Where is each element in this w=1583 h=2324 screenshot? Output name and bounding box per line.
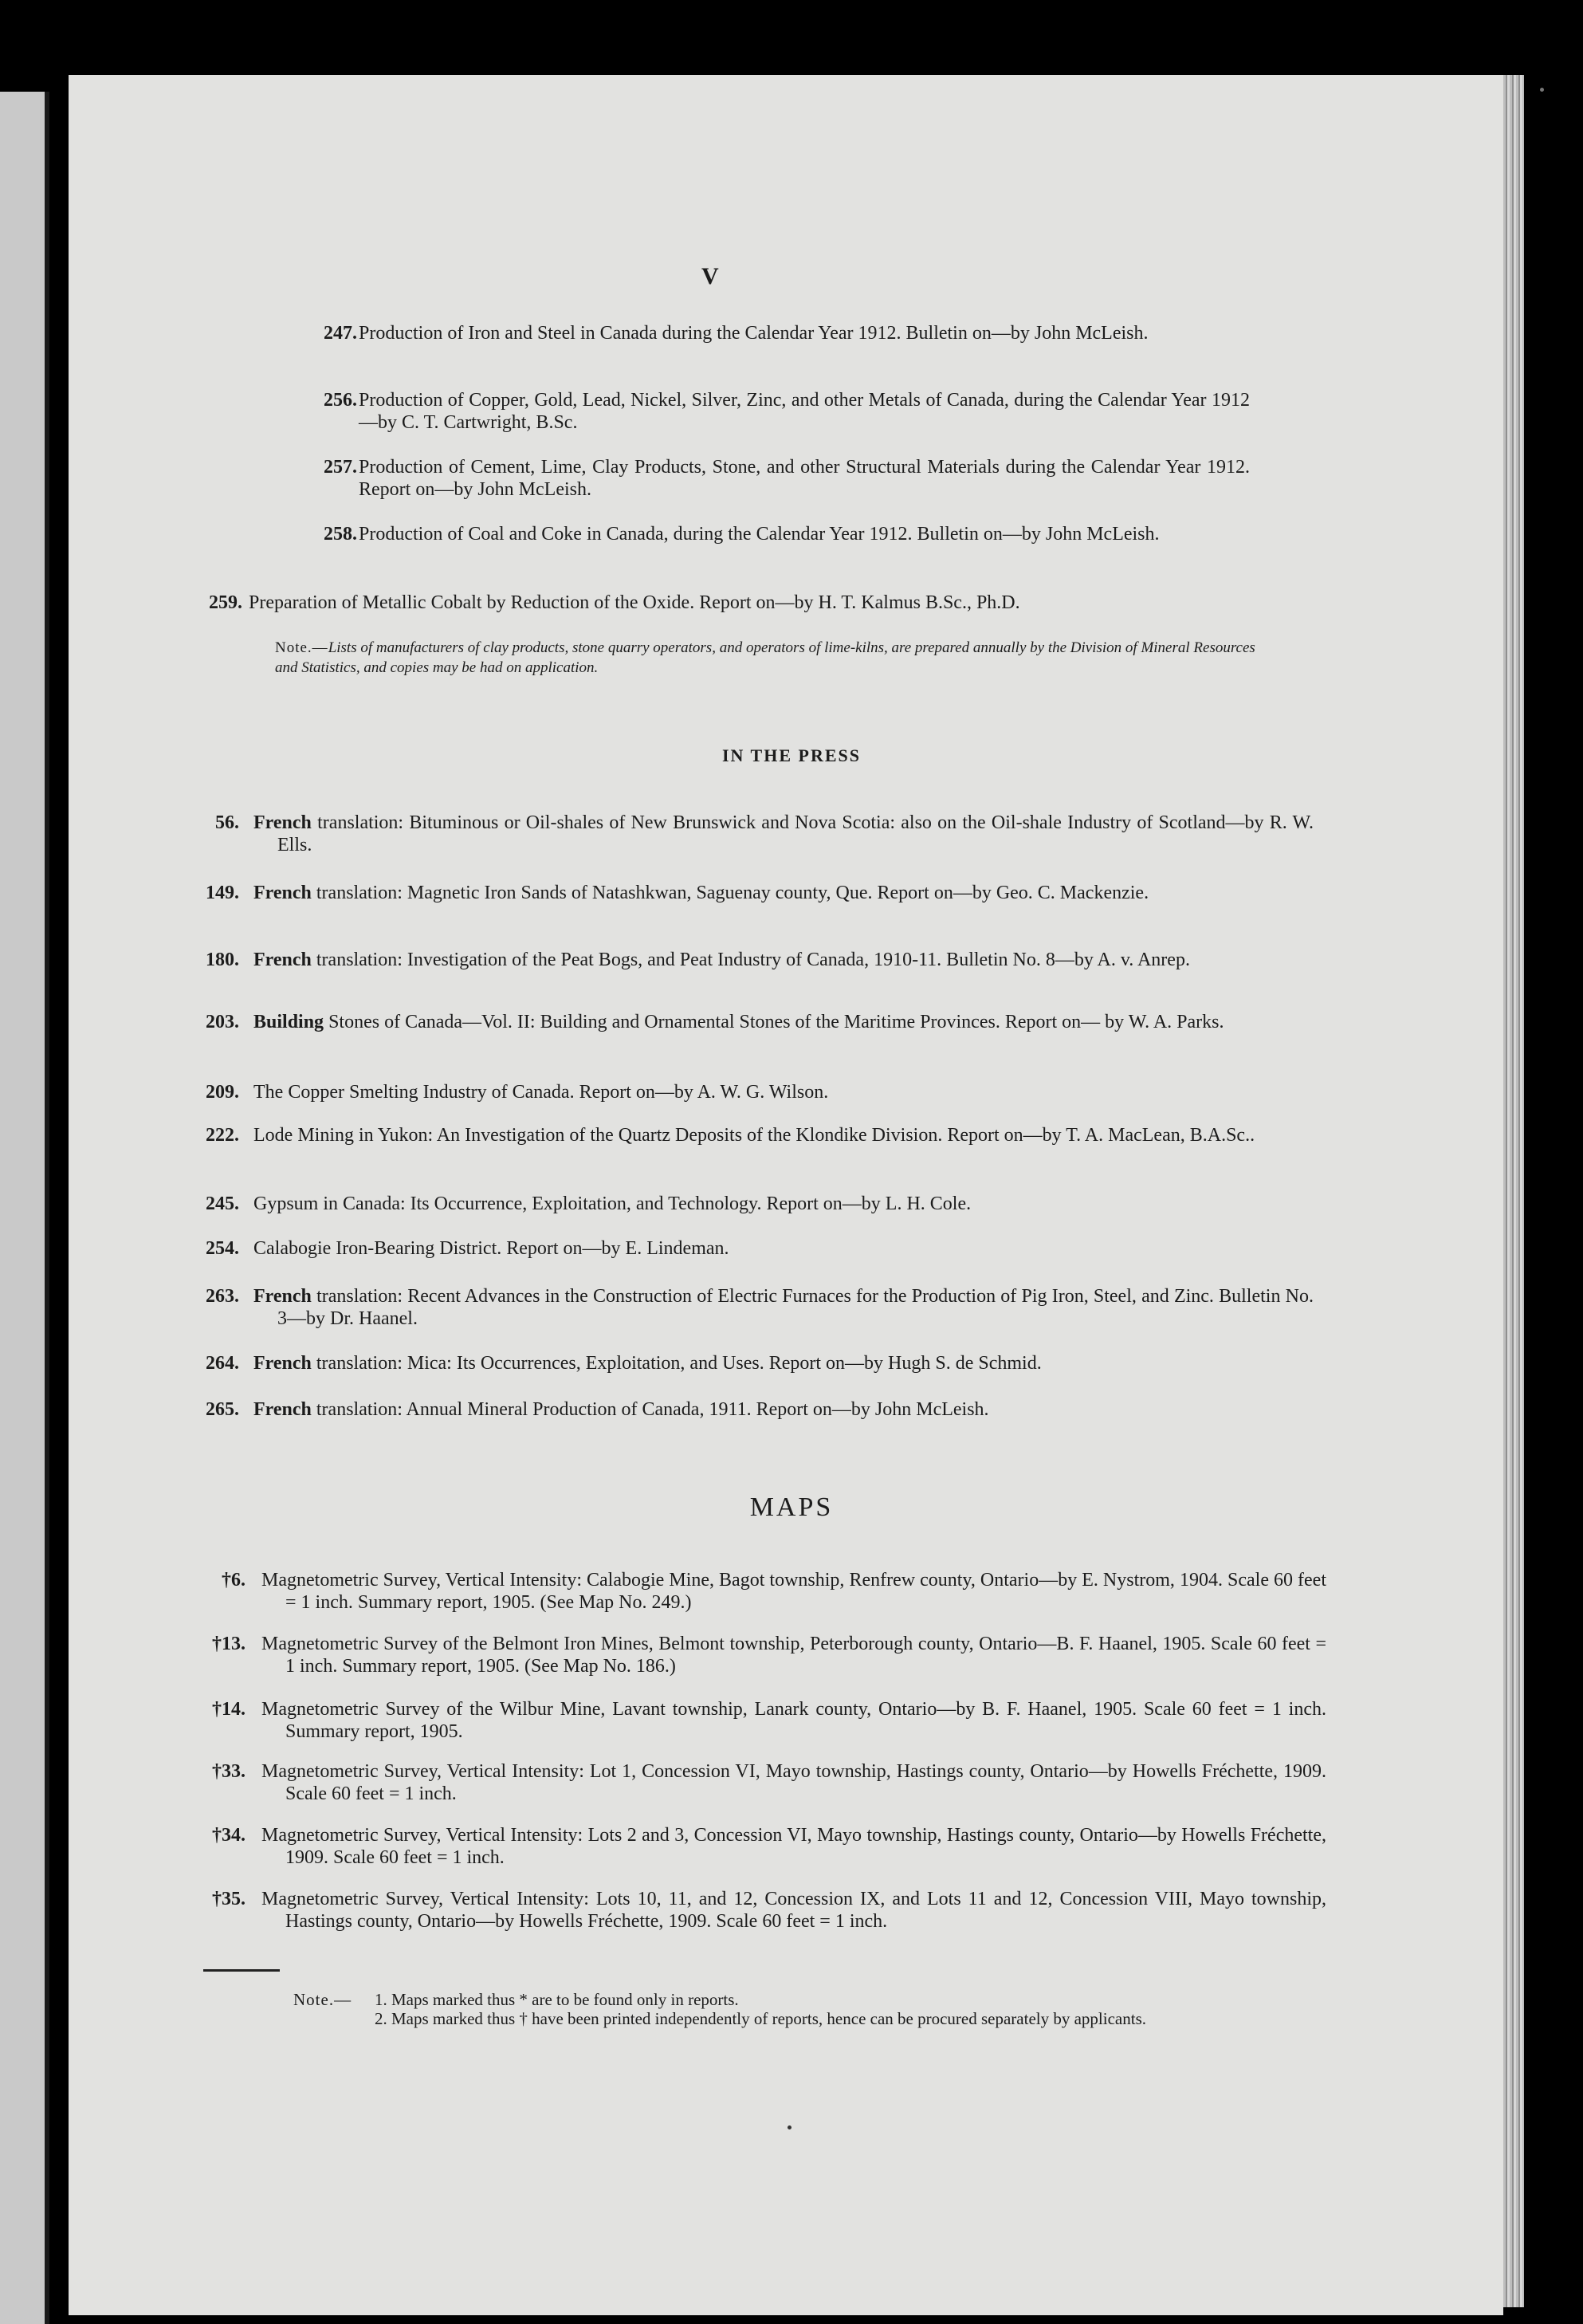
scan-speck (1540, 88, 1544, 92)
item-number: 56. (215, 812, 239, 833)
item-lead-word: French (253, 1399, 312, 1420)
map-number: †14. (212, 1699, 246, 1720)
map-number: †6. (222, 1570, 246, 1591)
item-lead-word: French (253, 1286, 312, 1307)
item-text (253, 1237, 1314, 1260)
item-body: translation: Recent Advances in the Construction of Electric Furnaces for the Production of Pig Iron, Steel, and Zinc. Bulletin No. 3—by Dr. Haanel. (277, 1286, 1314, 1329)
item-lead-word: French (253, 950, 312, 970)
note-line-1: 1. Maps marked thus * are to be found only in reports. (375, 1990, 739, 2009)
map-number: †35. (212, 1889, 246, 1909)
item-text (253, 1285, 1314, 1330)
item-body: Gypsum in Canada: Its Occurrence, Exploitation, and Technology. Report on—by L. H. Cole. (253, 1193, 972, 1214)
map-number: †33. (212, 1761, 246, 1782)
item-number: 149. (206, 883, 239, 903)
item-text: Production of Cement, Lime, Clay Products, Stone, and other Structural Materials during the Calendar Year 1912. Report on—by John McLeish. (359, 457, 1250, 500)
map-number: †34. (212, 1825, 246, 1846)
item-text (253, 1124, 1314, 1146)
item-text (253, 1398, 1314, 1421)
item-lead-word: French (253, 1353, 312, 1374)
item-number: 265. (206, 1399, 239, 1420)
item-text (253, 1352, 1314, 1374)
item-text (253, 812, 1314, 856)
item-body: translation: Magnetic Iron Sands of Natashkwan, Saguenay county, Que. Report on—by Geo. C. Mackenzie. (316, 883, 1149, 903)
item-text: Production of Iron and Steel in Canada during the Calendar Year 1912. Bulletin on—by John McLeish. (359, 323, 1149, 344)
note-text: Lists of manufacturers of clay products, stone quarry operators, and operators of lime-kilns, are prepared annually by the Division of Mineral Resources and Statistics, and copies may be had on application. (275, 639, 1255, 676)
item-number: 258. (324, 524, 357, 545)
page-number: V (701, 263, 719, 289)
map-text: Magnetometric Survey of the Belmont Iron Mines, Belmont township, Peterborough county, Ontario—B. F. Haanel, 1905. Scale 60 feet = 1 inch. Summary report, 1905. (See Map No. 186.) (261, 1634, 1326, 1677)
item-number: 257. (324, 457, 357, 478)
item-text (253, 882, 1314, 904)
item-number: 263. (206, 1286, 239, 1307)
item-body: Stones of Canada—Vol. II: Building and Ornamental Stones of the Maritime Provinces. Report on— by W. A. Parks. (328, 1012, 1224, 1032)
item-number: 264. (206, 1353, 239, 1374)
note-lists (275, 638, 1255, 678)
item-body: The Copper Smelting Industry of Canada. Report on—by A. W. G. Wilson. (253, 1082, 829, 1103)
item-lead-word: Building (253, 1012, 324, 1032)
map-text: Magnetometric Survey, Vertical Intensity: Calabogie Mine, Bagot township, Renfrew county, Ontario—by E. Nystrom, 1904. Scale 60 feet = 1 inch. Summary report, 1905. (See Map No. 249.) (261, 1570, 1326, 1613)
map-number: †13. (212, 1634, 246, 1654)
map-text: Magnetometric Survey, Vertical Intensity: Lots 2 and 3, Concession VI, Mayo township, Hastings county, Ontario—by Howells Fréchette, 1909. Scale 60 feet = 1 inch. (261, 1825, 1326, 1868)
item-body: Calabogie Iron-Bearing District. Report on—by E. Lindeman. (253, 1238, 729, 1259)
section-heading-maps: MAPS (749, 1492, 834, 1522)
item-number: 245. (206, 1193, 239, 1214)
note-label: Note.— (293, 1990, 352, 2009)
item-number: 256. (324, 390, 357, 411)
item-lead-word: French (253, 883, 312, 903)
map-text: Magnetometric Survey, Vertical Intensity: Lot 1, Concession VI, Mayo township, Hastings county, Ontario—by Howells Fréchette, 1909. Scale 60 feet = 1 inch. (261, 1761, 1326, 1804)
item-text: Production of Copper, Gold, Lead, Nickel, Silver, Zinc, and other Metals of Canada, during the Calendar Year 1912—by C. T. Cartwright, B.Sc. (359, 390, 1250, 433)
scan-dot (788, 2125, 792, 2129)
item-text: Production of Coal and Coke in Canada, during the Calendar Year 1912. Bulletin on—by John McLeish. (359, 524, 1160, 545)
item-body: translation: Bituminous or Oil-shales of New Brunswick and Nova Scotia: also on the Oil-shale Industry of Scotland—by R. W. Ells. (277, 812, 1314, 855)
item-text: Preparation of Metallic Cobalt by Reduction of the Oxide. Report on—by H. T. Kalmus B.Sc., Ph.D. (249, 592, 1020, 613)
adjacent-page-edge (0, 92, 49, 2324)
note-line-2: 2. Maps marked thus † have been printed independently of reports, hence can be procured separately by applicants. (375, 2009, 1146, 2028)
map-text: Magnetometric Survey, Vertical Intensity: Lots 10, 11, and 12, Concession IX, and Lots 11 and 12, Concession VIII, Mayo township, Hastings county, Ontario—by Howells Fréchette, 1909. Scale 60 feet = 1 inch. (261, 1889, 1326, 1932)
item-number: 247. (324, 323, 357, 344)
item-number: 209. (206, 1082, 239, 1103)
item-number: 222. (206, 1125, 239, 1146)
section-heading-in-the-press: IN THE PRESS (722, 745, 861, 765)
item-number: 259. (209, 592, 242, 613)
item-text (253, 1193, 1314, 1215)
page-stack-edge (1503, 75, 1524, 2307)
item-body: translation: Annual Mineral Production of Canada, 1911. Report on—by John McLeish. (316, 1399, 989, 1420)
map-text: Magnetometric Survey of the Wilbur Mine, Lavant township, Lanark county, Ontario—by B. F. Haanel, 1905. Scale 60 feet = 1 inch. Summary report, 1905. (261, 1699, 1326, 1742)
item-number: 203. (206, 1012, 239, 1032)
item-body: translation: Mica: Its Occurrences, Exploitation, and Uses. Report on—by Hugh S. de Schmid. (316, 1353, 1042, 1374)
item-text (253, 949, 1314, 971)
item-text (253, 1081, 1314, 1103)
item-number: 180. (206, 950, 239, 970)
note-label: Note.— (275, 639, 328, 656)
item-body: translation: Investigation of the Peat Bogs, and Peat Industry of Canada, 1910-11. Bulletin No. 8—by A. v. Anrep. (316, 950, 1190, 970)
item-number: 254. (206, 1238, 239, 1259)
item-lead-word: French (253, 812, 312, 833)
footnote-rule (203, 1969, 280, 1972)
item-body: Lode Mining in Yukon: An Investigation of the Quartz Deposits of the Klondike Division. Report on—by T. A. MacLean, B.A.Sc.. (253, 1125, 1255, 1146)
item-text (253, 1011, 1314, 1033)
